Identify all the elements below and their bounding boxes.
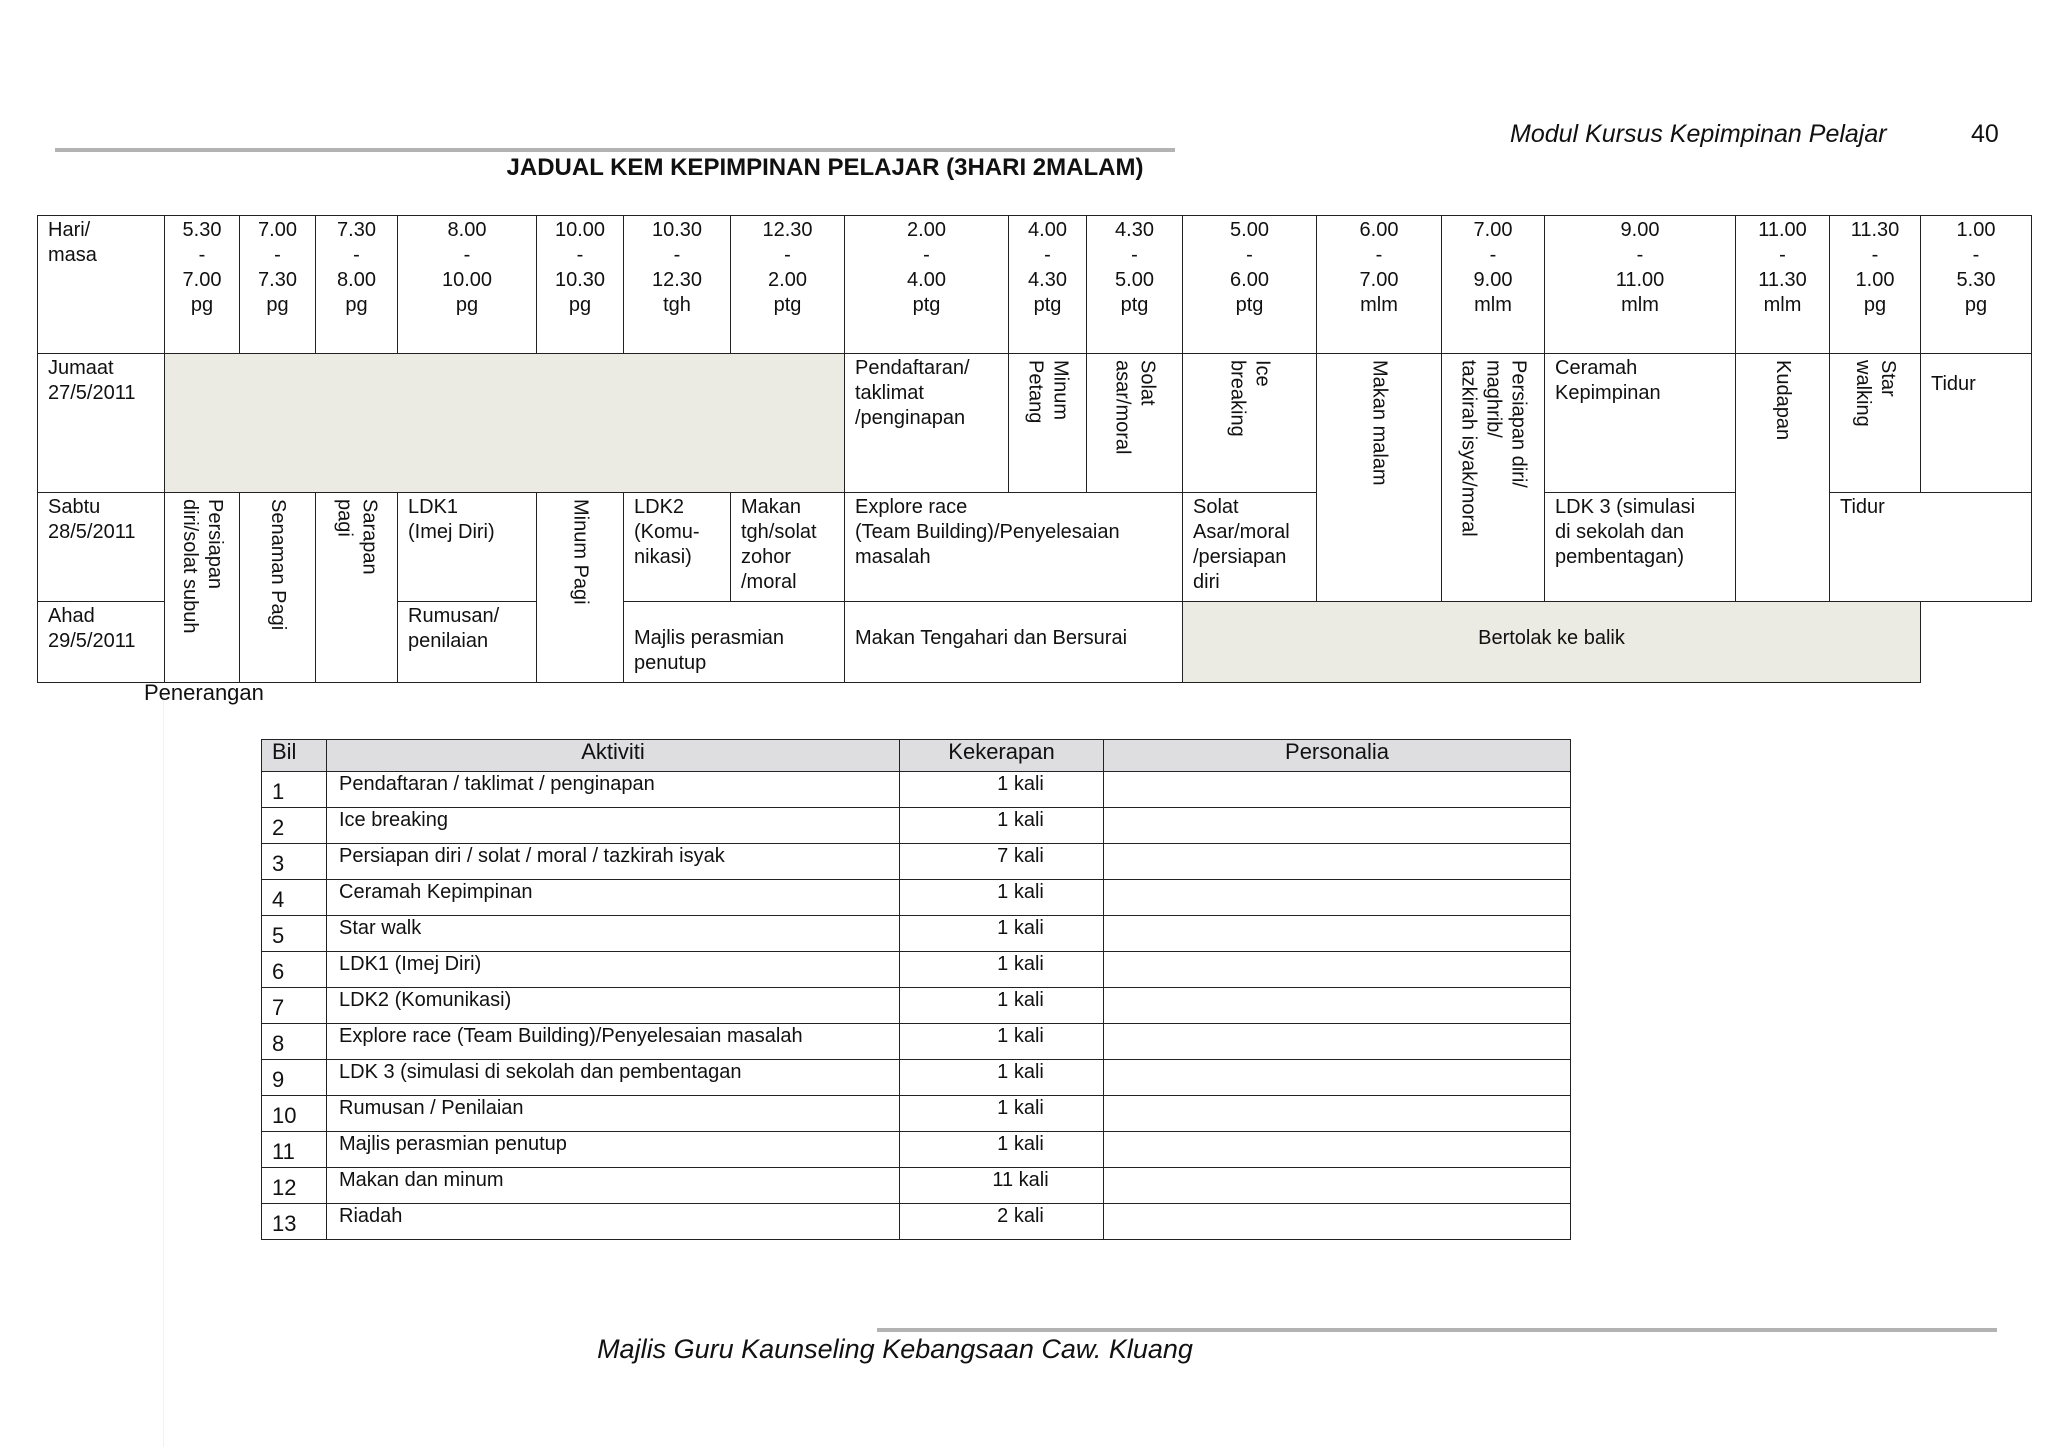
schedule-table [37,215,2032,683]
legend-personalia [1104,1096,1571,1132]
legend-bil: 10 [262,1096,327,1132]
legend-row [262,1204,1571,1240]
cell-senaman-pagi [240,493,316,683]
cell-rumusan: Rumusan/ penilaian [398,602,537,683]
legend-kekerapan: 11 kali [900,1168,1104,1204]
cell-ice-breaking [1183,354,1317,493]
legend-aktiviti: LDK2 (Komunikasi) [327,988,900,1024]
header-kekerapan: Kekerapan [900,740,1104,772]
legend-aktiviti: Explore race (Team Building)/Penyelesaian masalah [327,1024,900,1060]
legend-aktiviti: Pendaftaran / taklimat / penginapan [327,772,900,808]
cell-persiapan-maghrib [1442,354,1545,602]
legend-row [262,1024,1571,1060]
header-bil: Bil [262,740,327,772]
legend-personalia [1104,844,1571,880]
time-header: 1.00 - 5.30 pg [1921,216,2032,354]
legend-row [262,808,1571,844]
legend-row [262,844,1571,880]
legend-kekerapan: 1 kali [900,880,1104,916]
cell-senaman-pagi-text: Senaman Pagi [267,499,289,631]
cell-bertolak: Bertolak ke balik [1183,602,1921,683]
legend-bil: 1 [262,772,327,808]
legend-personalia [1104,772,1571,808]
legend-bil: 9 [262,1060,327,1096]
legend-personalia [1104,880,1571,916]
cell-kudapan-text: Kudapan [1772,360,1794,441]
legend-aktiviti: Makan dan minum [327,1168,900,1204]
legend-bil: 3 [262,844,327,880]
legend-row [262,916,1571,952]
cell-persiapan-subuh-text: Persiapan diri/solat subuh [179,499,226,634]
legend-aktiviti: Riadah [327,1204,900,1240]
cell-makan-malam [1317,354,1442,602]
cell-ceramah: Ceramah Kepimpinan [1545,354,1736,493]
legend-kekerapan: 1 kali [900,1132,1104,1168]
cell-solat-asar-text: Solat asar/moral [1111,360,1159,455]
header-title: Modul Kursus Kepimpinan Pelajar [1510,120,1887,148]
time-header: 7.30 - 8.00 pg [316,216,398,354]
legend-personalia [1104,808,1571,844]
cell-ldk1: LDK1 (Imej Diri) [398,493,537,602]
legend-aktiviti: Ceramah Kepimpinan [327,880,900,916]
time-header: 8.00 - 10.00 pg [398,216,537,354]
legend-bil: 12 [262,1168,327,1204]
legend-aktiviti: Ice breaking [327,808,900,844]
cell-majlis: Majlis perasmian penutup [624,602,845,683]
legend-bil: 5 [262,916,327,952]
cell-ldk3: LDK 3 (simulasi di sekolah dan pembentagan) [1545,493,1736,602]
legend-kekerapan: 1 kali [900,952,1104,988]
time-header: 11.30 - 1.00 pg [1830,216,1921,354]
legend-personalia [1104,1060,1571,1096]
legend-table [261,739,1571,1240]
legend-personalia [1104,1168,1571,1204]
cell-pendaftaran: Pendaftaran/ taklimat /penginapan [845,354,1009,493]
time-header: 12.30 - 2.00 ptg [731,216,845,354]
time-header: 5.00 - 6.00 ptg [1183,216,1317,354]
legend-row [262,952,1571,988]
cell-minum-pagi-text: Minum Pagi [569,499,592,605]
legend-row [262,1168,1571,1204]
legend-personalia [1104,1204,1571,1240]
legend-bil: 8 [262,1024,327,1060]
header-rule [55,148,1175,152]
legend-bil: 7 [262,988,327,1024]
cell-kudapan [1736,354,1830,602]
legend-aktiviti: LDK1 (Imej Diri) [327,952,900,988]
legend-personalia [1104,988,1571,1024]
legend-kekerapan: 1 kali [900,808,1104,844]
legend-row [262,880,1571,916]
cell-tidur-1: Tidur [1921,354,2032,493]
document-title: JADUAL KEM KEPIMPINAN PELAJAR (3HARI 2MALAM) [506,154,1144,181]
cell-minum-pagi [537,493,624,683]
legend-header-row [262,740,1571,772]
time-header: 10.00 - 10.30 pg [537,216,624,354]
legend-row [262,988,1571,1024]
legend-kekerapan: 1 kali [900,1024,1104,1060]
header-aktiviti: Aktiviti [327,740,900,772]
cell-persiapan-maghrib-text: Persiapan diri/ maghrib/ tazkirah isyak/moral [1457,360,1530,537]
legend-row [262,772,1571,808]
legend-kekerapan: 1 kali [900,916,1104,952]
legend-row [262,1132,1571,1168]
cell-minum-petang-text: Minum Petang [1024,360,1072,424]
time-header: 4.30 - 5.00 ptg [1087,216,1183,354]
time-header: 5.30 - 7.00 pg [165,216,240,354]
legend-kekerapan: 2 kali [900,1204,1104,1240]
legend-aktiviti: Persiapan diri / solat / moral / tazkirah isyak [327,844,900,880]
schedule-header-row [38,216,2032,354]
day-cell-ahad: Ahad 29/5/2011 [38,602,165,683]
legend-kekerapan: 1 kali [900,1096,1104,1132]
empty-shaded-cell [165,354,845,493]
cell-solat-asar-2: Solat Asar/moral /persiapan diri [1183,493,1317,602]
cell-sarapan-text: Sarapan pagi [333,499,381,575]
time-header: 7.00 - 7.30 pg [240,216,316,354]
time-header: 9.00 - 11.00 mlm [1545,216,1736,354]
caption: Penerangan [144,680,264,705]
legend-kekerapan: 7 kali [900,844,1104,880]
legend-bil: 11 [262,1132,327,1168]
cell-makan-tengahari: Makan Tengahari dan Bersurai [845,602,1183,683]
legend-row [262,1096,1571,1132]
cell-explore-race: Explore race (Team Building)/Penyelesaian masalah [845,493,1183,602]
legend-bil: 6 [262,952,327,988]
time-header: 4.00 - 4.30 ptg [1009,216,1087,354]
cell-persiapan-subuh [165,493,240,683]
schedule-row-sabtu [38,493,2032,602]
legend-kekerapan: 1 kali [900,1060,1104,1096]
cell-solat-asar [1087,354,1183,493]
legend-row [262,1060,1571,1096]
header-personalia: Personalia [1104,740,1571,772]
time-header: 10.30 - 12.30 tgh [624,216,731,354]
cell-star-walking [1830,354,1921,493]
footer-rule [877,1328,1997,1332]
cell-makan-tgh: Makan tgh/solat zohor /moral [731,493,845,602]
corner-cell: Hari/ masa [38,216,165,354]
time-header: 6.00 - 7.00 mlm [1317,216,1442,354]
legend-aktiviti: LDK 3 (simulasi di sekolah dan pembentagan [327,1060,900,1096]
page-number: 40 [1971,120,1999,148]
time-header: 7.00 - 9.00 mlm [1442,216,1545,354]
legend-bil: 13 [262,1204,327,1240]
time-header: 2.00 - 4.00 ptg [845,216,1009,354]
legend-bil: 4 [262,880,327,916]
legend-personalia [1104,916,1571,952]
legend-personalia [1104,1024,1571,1060]
legend-aktiviti: Star walk [327,916,900,952]
schedule-row-jumaat [38,354,2032,493]
cell-ldk2: LDK2 (Komu- nikasi) [624,493,731,602]
legend-aktiviti: Majlis perasmian penutup [327,1132,900,1168]
cell-star-walking-text: Star walking [1852,360,1899,427]
cell-minum-petang [1009,354,1087,493]
legend-personalia [1104,1132,1571,1168]
cell-makan-malam-text: Makan malam [1368,360,1391,486]
day-cell-sabtu: Sabtu 28/5/2011 [38,493,165,602]
footer: Majlis Guru Kaunseling Kebangsaan Caw. Kluang [597,1334,1193,1364]
cell-ice-breaking-text: Ice breaking [1226,360,1274,437]
cell-sarapan [316,493,398,683]
legend-bil: 2 [262,808,327,844]
legend-personalia [1104,952,1571,988]
time-header: 11.00 - 11.30 mlm [1736,216,1830,354]
legend-kekerapan: 1 kali [900,988,1104,1024]
day-cell-jumaat: Jumaat 27/5/2011 [38,354,165,493]
legend-kekerapan: 1 kali [900,772,1104,808]
legend-aktiviti: Rumusan / Penilaian [327,1096,900,1132]
cell-tidur-2: Tidur [1830,493,2032,602]
